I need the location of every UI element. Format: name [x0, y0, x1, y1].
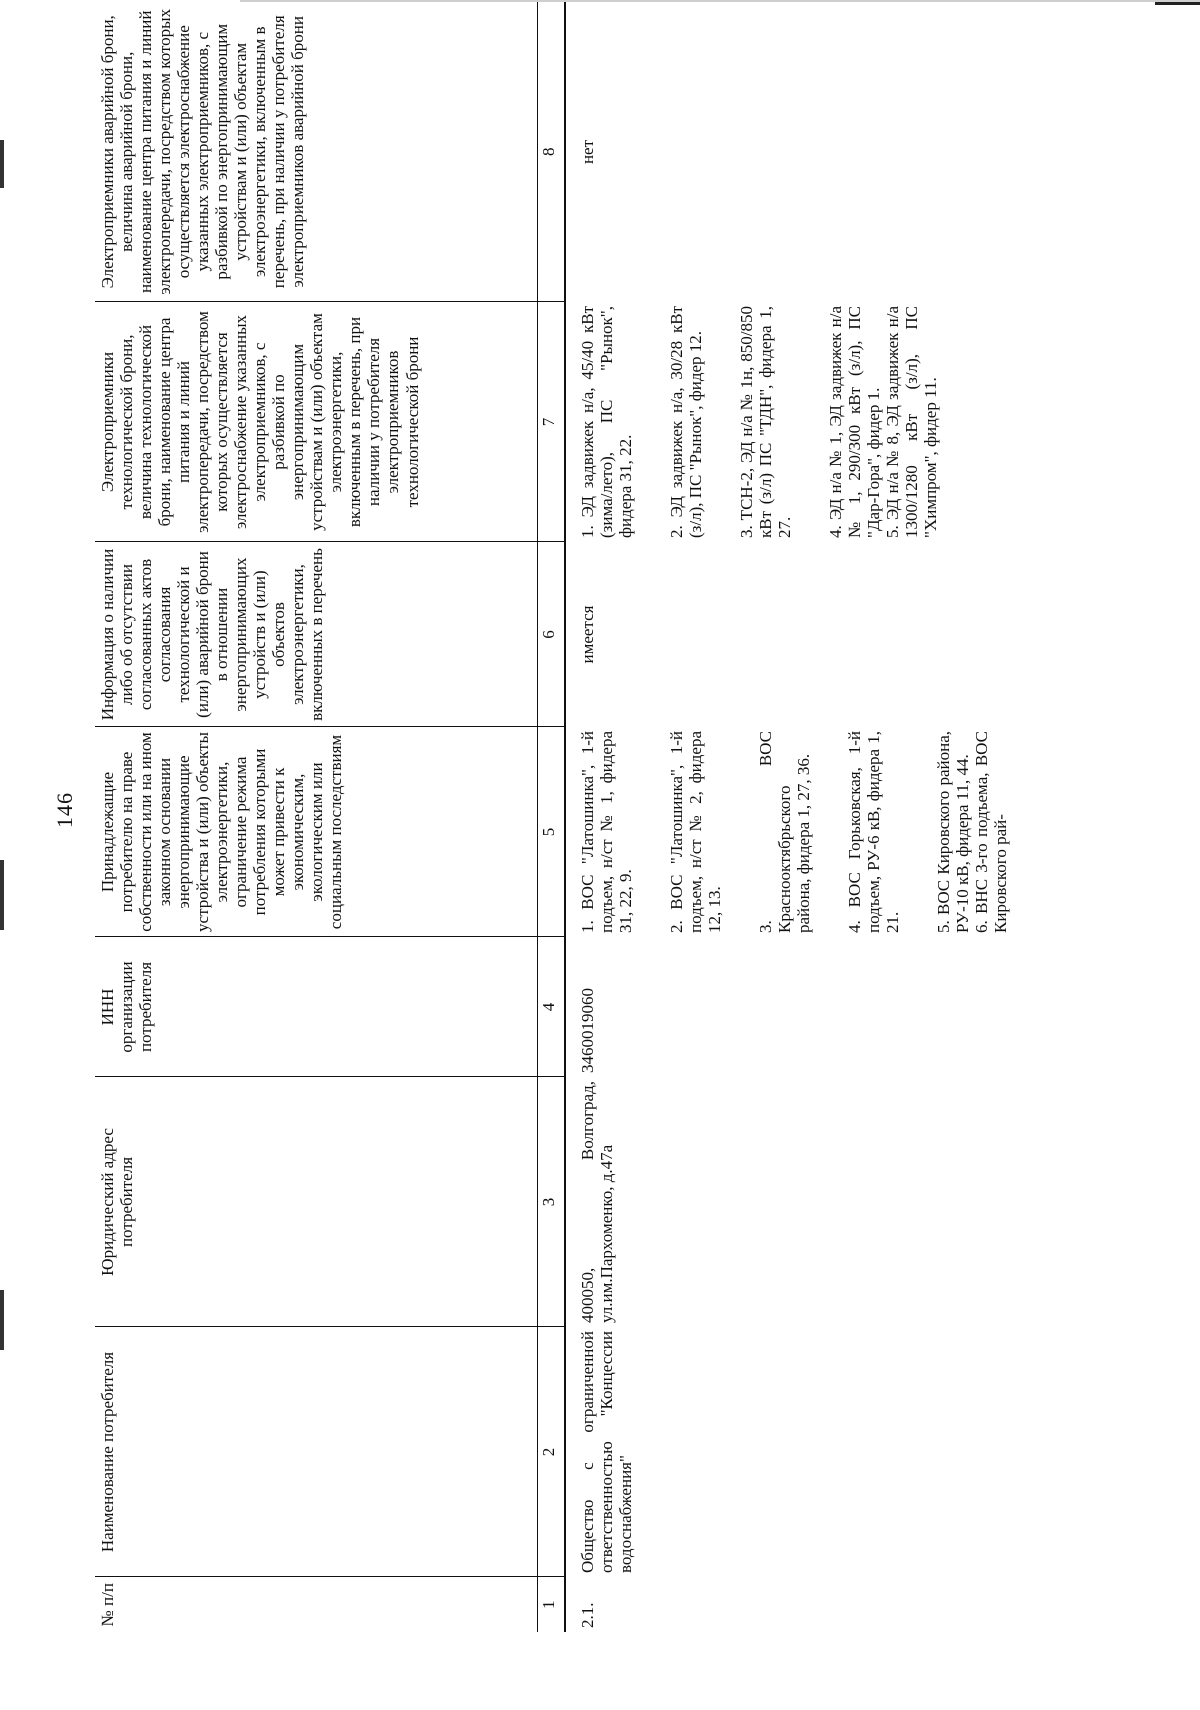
column-number: 3: [538, 1077, 566, 1327]
column-number: 2: [538, 1327, 566, 1577]
acts-info-value: имеется: [578, 605, 597, 664]
consumer-address: 400050, Волгоград, ул.им.Пархоменко, д.47а: [578, 1081, 617, 1323]
table-header-row: [95, 2, 538, 1632]
consumer-name: Общество с ограниченной ответственностью "Концессии водоснабжения": [578, 1331, 636, 1573]
column-number-row: [538, 2, 566, 1632]
tech-reserve-item: 2. ЭД задвижек н/а, 30/28 кВт (з/л), ПС "Рынок", фидер 12.: [667, 306, 706, 538]
object-item: 3. ВОС Краснооктябрьского района, фидера 1, 27, 36.: [756, 731, 814, 933]
column-number: 6: [538, 542, 566, 727]
object-item: 5. ВОС Кировского района, РУ-10 кВ, фидера 11, 44.: [934, 731, 973, 933]
column-number: 5: [538, 727, 566, 937]
tech-reserve-item: 5. ЭД н/а № 8, ЭД задвижек н/а 1300/1280 кВт (з/л), ПС "Химпром", фидер 11.: [883, 306, 941, 538]
column-number: 4: [538, 937, 566, 1077]
scan-mark-left: [0, 860, 4, 930]
tech-reserve-item: 3. ТСН-2, ЭД н/а № 1н, 850/850 кВт (з/л) ПС "ТДН", фидера 1, 27.: [737, 306, 795, 538]
tech-reserve-item: 4. ЭД н/а № 1, ЭД задвижек н/а № 1, 290/300 кВт (з/л), ПС "Дар-Гора", фидер 1.: [826, 306, 884, 538]
header-cell-inn: ИНН организации потребителя: [95, 937, 538, 1077]
header-cell-name: Наименование потребителя: [95, 1327, 538, 1577]
header-cell-acts-info: Информация о наличии либо об отсутствии согласованных актов согласования технологической и (или) аварийной брони в отношении энергопринимающих устройств и (или) объектов электроэнергетики, включенных в перечень: [95, 542, 538, 727]
objects-list: [565, 727, 1014, 937]
page-number: 146: [52, 792, 77, 828]
row-number: 2.1.: [578, 1602, 597, 1628]
scan-mark-left: [0, 140, 4, 188]
header-cell-tech-reserve: Электроприемники технологической брони, величина технологической брони, наименование центра питания и линий электропередачи, посредством которых осуществляется электроснабжение указанных электроприемников, с разбивкой по энергопринимающим устройствам и (или) объектам электроэнергетики, включенным в перечень, при наличии у потребителя электроприемников технологической брони: [95, 302, 538, 542]
rotated-table-sheet: [95, 2, 1175, 1632]
object-item: 6. ВНС 3-го подъема, ВОС Кировского рай-: [972, 731, 1011, 933]
consumer-registry-table: [95, 2, 1014, 1632]
header-cell-num: № п/п: [95, 1577, 538, 1632]
tech-reserve-item: 1. ЭД задвижек н/а, 45/40 кВт (зима/лето), ПС "Рынок", фидера 31, 22.: [578, 306, 636, 538]
object-item: 2. ВОС "Латошинка", 1-й подъем, н/ст № 2, фидера 12, 13.: [667, 731, 725, 933]
column-number: 1: [538, 1577, 566, 1632]
object-item: 4. ВОС Горьковская, 1-й подъем, РУ-6 кВ, фидера 1, 21.: [845, 731, 903, 933]
header-cell-address: Юридический адрес потребителя: [95, 1077, 538, 1327]
column-number: 7: [538, 302, 566, 542]
emergency-reserve-value: нет: [578, 139, 597, 165]
header-cell-objects: Принадлежащие потребителю на праве собственности или на ином законном основании энергопринимающие устройства и (или) объекты электроэнергетики, ограничение режима потребления которыми может привести к экономическим, экологическим или социальным последствиям: [95, 727, 538, 937]
consumer-inn: 3460019060: [578, 988, 597, 1073]
tech-reserve-list: [565, 302, 1014, 542]
scan-mark-left: [0, 1290, 4, 1350]
column-number: 8: [538, 2, 566, 302]
object-item: 1. ВОС "Латошинка", 1-й подъем, н/ст № 1, фидера 31, 22, 9.: [578, 731, 636, 933]
header-cell-emergency-reserve: Электроприемники аварийной брони, величина аварийной брони, наименование центра питания и линий электропередачи, посредством которых осуществляется электроснабжение указанных электроприемников, с разбивкой по энергопринимающим устройствам и (или) объектам электроэнергетики, включенным в перечень, при наличии у потребителя электроприемников аварийной брони: [95, 2, 538, 302]
table-row: [565, 2, 1014, 1632]
